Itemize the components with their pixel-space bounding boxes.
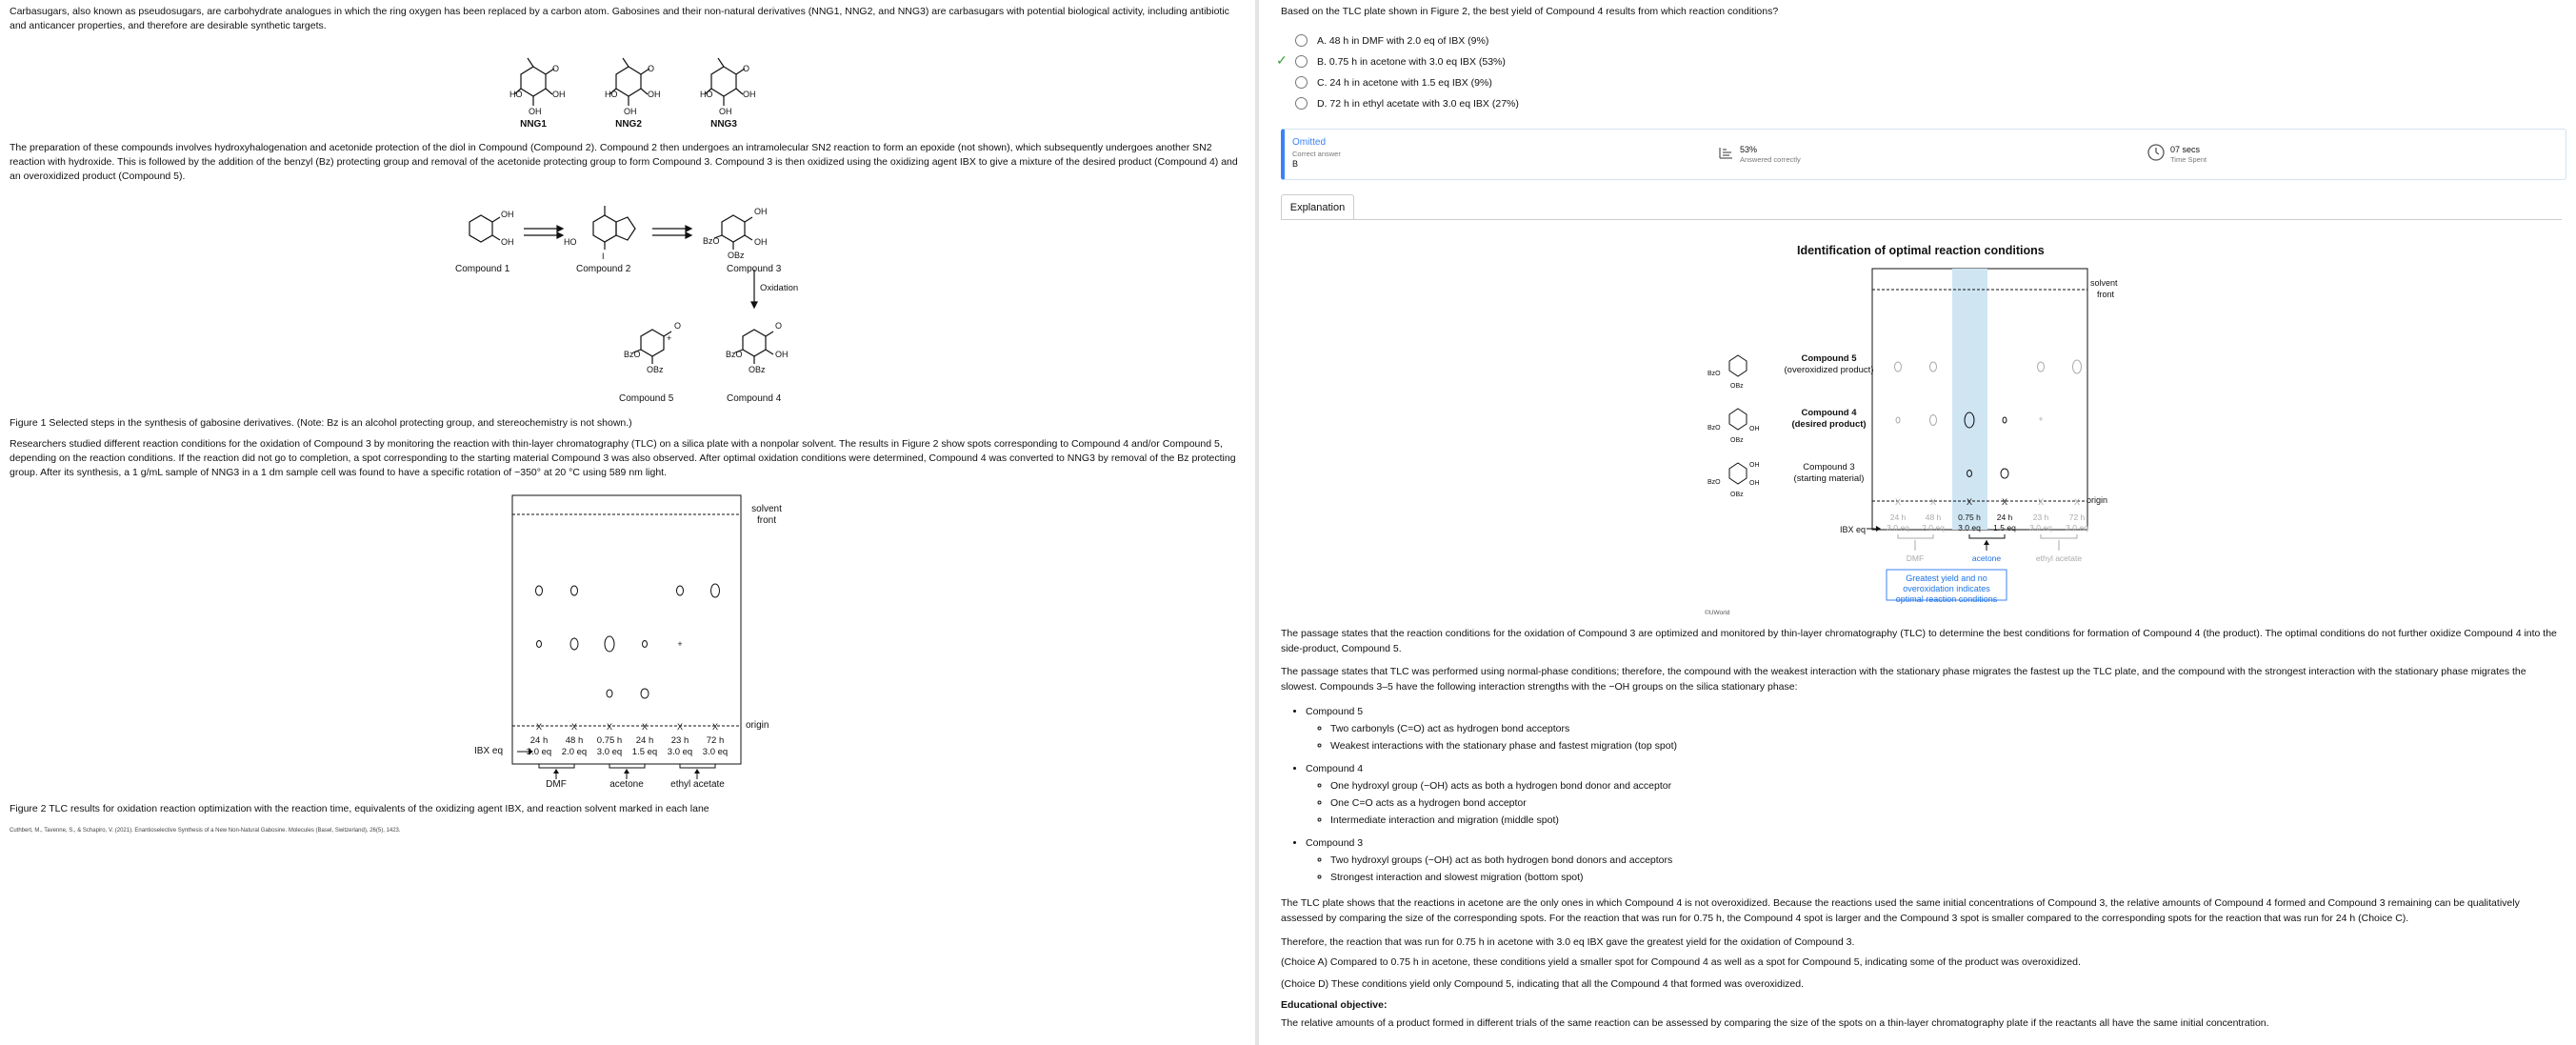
option-b[interactable] <box>1276 52 1506 68</box>
ibx-eq-label: IBX eq <box>474 746 504 756</box>
percent-correct-value: 53% <box>1740 145 1758 154</box>
option-d[interactable] <box>1295 97 1519 110</box>
compound2-label: Compound 2 <box>576 264 631 274</box>
svg-text:3.0 eq: 3.0 eq <box>2029 523 2052 533</box>
percent-correct-caption: Answered correctly <box>1740 155 1801 164</box>
svg-text:O: O <box>552 64 560 73</box>
explanation-p2: The passage states that TLC was performed using normal-phase conditions; therefore, the compound with the weakest interaction with the stationary phase migrates the fastest up the TLC plate, and the compound with the strongest interaction with the stationary phase migrates the slowest. Compounds 3–5 have the following interaction strengths with the −OH groups on the silica stationary phase: <box>1281 666 2526 693</box>
svg-text:I: I <box>602 251 605 261</box>
svg-text:+: + <box>2038 414 2044 424</box>
lane3-time: 0.75 h <box>596 735 623 746</box>
list-item: ◦ One C=O acts as a hydrogen bond acceptor <box>1330 795 2557 811</box>
fig-compound3-sub: (starting material) <box>1793 473 1865 484</box>
svg-text:OH: OH <box>529 107 542 116</box>
tab-underline <box>1281 219 2562 220</box>
svg-text:2.0 eq: 2.0 eq <box>1922 523 1945 533</box>
svg-text:OH: OH <box>648 90 661 99</box>
svg-text:X: X <box>2001 497 2008 507</box>
option-d-radio[interactable] <box>1295 97 1308 110</box>
svg-text:48 h: 48 h <box>1925 512 1942 522</box>
nng-structures <box>486 48 771 129</box>
svg-text:X: X <box>535 722 543 732</box>
svg-text:X: X <box>2073 497 2081 507</box>
explanation-p3: The TLC plate shows that the reactions in acetone are the only ones in which Compound 4 is not overoxidized. Because the reactions used the same initial concentrations of Compound 3, the relative amounts of Compound 4 formed and Compound 3 remaining can be qualitatively assessed by comparing the size of the corresponding spots. For the reaction that was run for 0.75 h, the Compound 4 spot is larger and the Compound 3 spot is smaller compared to the corresponding spots for the reaction that was run for 24 h (Choice C). <box>1281 897 2520 924</box>
list-item: ◦ Strongest interaction and slowest migration (bottom spot) <box>1330 870 2557 885</box>
list-compound4: Compound 4 <box>1306 763 1364 774</box>
svg-text:23 h: 23 h <box>2032 512 2049 522</box>
list-compound3: Compound 3 <box>1306 837 1364 849</box>
fig-compound4-sub: (desired product) <box>1791 419 1867 430</box>
svg-text:OH: OH <box>501 237 514 247</box>
svg-text:front: front <box>2097 290 2115 299</box>
lane1-eq: 3.0 eq <box>526 747 552 757</box>
svg-text:OH: OH <box>775 350 789 359</box>
svg-text:OH: OH <box>501 210 514 219</box>
svg-text:IBX eq: IBX eq <box>1840 525 1867 534</box>
fig-compound3-label: Compound 3 <box>1803 462 1855 472</box>
option-a-radio[interactable] <box>1295 34 1308 47</box>
svg-text:acetone: acetone <box>1971 553 2002 563</box>
nng3-label: NNG3 <box>710 119 737 130</box>
figure1-caption: Figure 1 Selected steps in the synthesis of gabosine derivatives. (Note: Bz is an alcohol protecting group, and stereochemistry is not shown.) <box>10 417 632 429</box>
list-item: ◦ Intermediate interaction and migration (middle spot) <box>1330 813 2557 828</box>
option-c-radio[interactable] <box>1295 76 1308 89</box>
svg-text:X: X <box>570 722 578 732</box>
svg-text:BzO: BzO <box>1707 371 1721 377</box>
svg-text:+: + <box>667 333 672 343</box>
option-b-label: B. 0.75 h in acetone with 3.0 eq IBX (53%) <box>1317 55 1506 68</box>
option-c-label: C. 24 h in acetone with 1.5 eq IBX (9%) <box>1317 76 1492 89</box>
nng2-label: NNG2 <box>615 119 642 130</box>
lane6-time: 72 h <box>706 735 725 746</box>
svg-text:OBz: OBz <box>1730 492 1744 498</box>
solvent-ethyl-acetate-label: ethyl acetate <box>670 779 725 790</box>
lane2-time: 48 h <box>565 735 584 746</box>
svg-text:OBz: OBz <box>647 365 664 374</box>
check-icon: ✓ <box>1276 52 1288 68</box>
correct-answer-value: B <box>1292 159 1299 169</box>
question-text: Based on the TLC plate shown in Figure 2, the best yield of Compound 4 results from which reaction conditions? <box>1281 6 1779 17</box>
explanation-tlc-figure <box>1700 267 2157 614</box>
explanation-p6: (Choice D) These conditions yield only Compound 5, indicating that all the Compound 4 that formed was overoxidized. <box>1281 978 1805 990</box>
svg-text:24 h: 24 h <box>1889 512 1907 522</box>
svg-text:3.0 eq: 3.0 eq <box>1958 523 1981 533</box>
intro-paragraph: Carbasugars, also known as pseudosugars, are carbohydrate analogues in which the ring oxygen has been replaced by a carbon atom. Gabosines and their non-natural derivatives (NNG1, NNG2, and NNG3) are carbasugars with potential biological activity, including antibiotic and anticancer properties, and therefore are desirable synthetic targets. <box>10 6 1229 31</box>
list-item: ◦ Two hydroxyl groups (−OH) act as both hydrogen bond donors and acceptors <box>1330 853 2557 868</box>
compound1-label: Compound 1 <box>455 264 510 274</box>
svg-text:DMF: DMF <box>1906 553 1925 563</box>
svg-text:X: X <box>711 722 719 732</box>
svg-text:OH: OH <box>1749 426 1760 432</box>
svg-text:BzO: BzO <box>624 350 641 359</box>
svg-text:3.0 eq: 3.0 eq <box>1887 523 1909 533</box>
svg-text:O: O <box>743 64 750 73</box>
fig-compound5-label: Compound 5 <box>1801 353 1857 364</box>
lane3-eq: 3.0 eq <box>596 747 623 757</box>
preparation-paragraph: The preparation of these compounds involves hydroxyhalogenation and acetonide protection of the diol in Compound (Compound 2). Compound 2 then undergoes an intramolecular SN2 reaction to form an epoxide (not shown), which subsequently undergoes another SN2 reaction with hydroxide. This is followed by the addition of the benzyl (Bz) protecting group and removal of the acetonide protecting group to form Compound 3. Compound 3 is then oxidized using the oxidizing agent IBX to give a mixture of the desired product (Compound 4) and an overoxidized product (Compound 5). <box>10 142 1238 182</box>
svg-text:O: O <box>775 321 783 331</box>
lane6-eq: 3.0 eq <box>702 747 729 757</box>
svg-text:OBz: OBz <box>728 251 745 260</box>
svg-text:OH: OH <box>719 107 732 116</box>
svg-text:24 h: 24 h <box>1996 512 2013 522</box>
list-compound5: Compound 5 <box>1306 706 1364 717</box>
copyright: ©UWorld <box>1705 610 1730 616</box>
svg-text:BzO: BzO <box>1707 479 1721 486</box>
origin-label: origin <box>746 720 769 731</box>
synthesis-scheme <box>448 195 829 410</box>
svg-text:X: X <box>1929 497 1937 507</box>
svg-text:BzO: BzO <box>1707 425 1721 432</box>
research-paragraph: Researchers studied different reaction conditions for the oxidation of Compound 3 by monitoring the reaction with thin-layer chromatography (TLC) on a silica plate with a nonpolar solvent. The results in Figure 2 show spots corresponding to Compound 4 and/or Compound 5, depending on the reaction conditions. If the reaction did not go to completion, a spot corresponding to the starting material Compound 3 was also observed. After optimal oxidation conditions were determined, Compound 4 was converted to NNG3 by removal of the Bz protecting group. After its synthesis, a 1 g/mL sample of NNG3 in a 1 dm sample cell was found to have a specific rotation of −350° at 20 °C using 589 nm light. <box>10 438 1236 478</box>
svg-text:72 h: 72 h <box>2068 512 2086 522</box>
svg-text:1.5 eq: 1.5 eq <box>1993 523 2016 533</box>
passage-panel <box>0 0 1255 1045</box>
correct-answer-caption: Correct answer <box>1292 150 1341 158</box>
option-c[interactable] <box>1295 76 1492 89</box>
svg-text:HO: HO <box>700 90 713 99</box>
compound5-label: Compound 5 <box>619 393 674 404</box>
svg-text:OH: OH <box>743 90 756 99</box>
citation: Cuthbert, M., Tavenne, S., & Schapiro, V. (2021). Enantioselective Synthesis of a New Non-Natural Gabosine. Molecules (Basel, Switzerland), 26(5), 1423. <box>10 828 401 834</box>
tab-explanation[interactable]: Explanation <box>1281 194 1354 220</box>
svg-text:X: X <box>1894 497 1902 507</box>
svg-text:OBz: OBz <box>1730 383 1744 390</box>
explanation-figure-title: Identification of optimal reaction conditions <box>1797 244 2045 257</box>
svg-text:+: + <box>677 639 683 649</box>
svg-text:OBz: OBz <box>1730 437 1744 444</box>
explanation-p1: The passage states that the reaction conditions for the oxidation of Compound 3 are optimized and monitored by thin-layer chromatography (TLC) to determine the best conditions for formation of Compound 4 (the product). The optimal conditions do not further oxidize Compound 4 into the side-product, Compound 5. <box>1281 628 2557 654</box>
time-spent-value: 07 secs <box>2170 145 2201 154</box>
svg-text:O: O <box>674 321 682 331</box>
svg-text:OBz: OBz <box>749 365 766 374</box>
svg-text:X: X <box>641 722 649 732</box>
explanation-p5: (Choice A) Compared to 0.75 h in acetone, these conditions yield a smaller spot for Compound 4 as well as a spot for Compound 5, indicating some of the product was overoxidized. <box>1281 956 2081 968</box>
svg-text:X: X <box>1966 497 1973 507</box>
solvent-front-label: solvent front <box>751 504 782 526</box>
svg-text:BzO: BzO <box>726 350 743 359</box>
svg-text:X: X <box>676 722 684 732</box>
svg-text:ethyl acetate: ethyl acetate <box>2035 553 2083 563</box>
solvent-dmf-label: DMF <box>546 779 567 790</box>
list-item: ◦ Weakest interactions with the stationary phase and fastest migration (top spot) <box>1330 738 2557 754</box>
svg-text:HO: HO <box>605 90 618 99</box>
svg-text:solvent: solvent <box>2090 278 2118 288</box>
svg-text:OH: OH <box>552 90 566 99</box>
compound3-label: Compound 3 <box>727 264 782 274</box>
option-d-label: D. 72 h in ethyl acetate with 3.0 eq IBX (27%) <box>1317 97 1519 110</box>
bar-chart-icon <box>1718 145 1733 160</box>
list-item: ◦ One hydroxyl group (−OH) acts as both a hydrogen bond donor and acceptor <box>1330 778 2557 794</box>
objective-text: The relative amounts of a product formed in different trials of the same reaction can be assessed by comparing the size of the spots on a thin-layer chromatography plate if the reactants all have the same initial concentration. <box>1281 1017 2269 1029</box>
svg-text:origin: origin <box>2087 495 2108 505</box>
status-label: Omitted <box>1292 137 1327 148</box>
option-b-radio[interactable] <box>1295 55 1308 68</box>
svg-text:3.0 eq: 3.0 eq <box>2066 523 2088 533</box>
option-a-label: A. 48 h in DMF with 2.0 eq of IBX (9%) <box>1317 34 1489 47</box>
svg-text:OH: OH <box>754 207 768 216</box>
lane5-time: 23 h <box>670 735 689 746</box>
lane5-eq: 3.0 eq <box>667 747 693 757</box>
svg-text:HO: HO <box>509 90 523 99</box>
svg-text:OH: OH <box>1749 462 1760 469</box>
compound4-label: Compound 4 <box>727 393 782 404</box>
fig-compound4-label: Compound 4 <box>1801 408 1857 418</box>
compound-list <box>1281 702 2557 887</box>
svg-text:HO: HO <box>564 237 577 247</box>
svg-text:OH: OH <box>1749 480 1760 487</box>
objective-title: Educational objective: <box>1281 999 1388 1011</box>
svg-text:X: X <box>2037 497 2045 507</box>
fig-note: Greatest yield and no overoxidation indicates optimal reaction conditions <box>1895 573 1998 604</box>
oxidation-label: Oxidation <box>760 283 799 293</box>
solvent-acetone-label: acetone <box>609 779 644 790</box>
option-a[interactable] <box>1295 34 1488 47</box>
lane2-eq: 2.0 eq <box>561 747 588 757</box>
lane4-time: 24 h <box>635 735 654 746</box>
svg-text:0.75 h: 0.75 h <box>1958 512 1981 522</box>
figure2-caption: Figure 2 TLC results for oxidation reaction optimization with the reaction time, equivalents of the oxidizing agent IBX, and reaction solvent marked in each lane <box>10 803 709 814</box>
svg-text:BzO: BzO <box>703 236 720 246</box>
lane1-time: 24 h <box>529 735 549 746</box>
fig-compound5-sub: (overoxidized product) <box>1784 365 1874 375</box>
list-item: ◦ Two carbonyls (C=O) act as hydrogen bond acceptors <box>1330 721 2557 736</box>
stats-bar <box>1281 129 2566 180</box>
clock-icon <box>2147 143 2166 162</box>
svg-text:OH: OH <box>624 107 637 116</box>
svg-text:O: O <box>648 64 655 73</box>
nng1-label: NNG1 <box>520 119 547 130</box>
lane4-eq: 1.5 eq <box>631 747 658 757</box>
explanation-p4: Therefore, the reaction that was run for 0.75 h in acetone with 3.0 eq IBX gave the greatest yield for the oxidation of Compound 3. <box>1281 936 1855 948</box>
svg-text:X: X <box>606 722 613 732</box>
time-spent-caption: Time Spent <box>2170 155 2207 164</box>
svg-text:OH: OH <box>754 237 768 247</box>
